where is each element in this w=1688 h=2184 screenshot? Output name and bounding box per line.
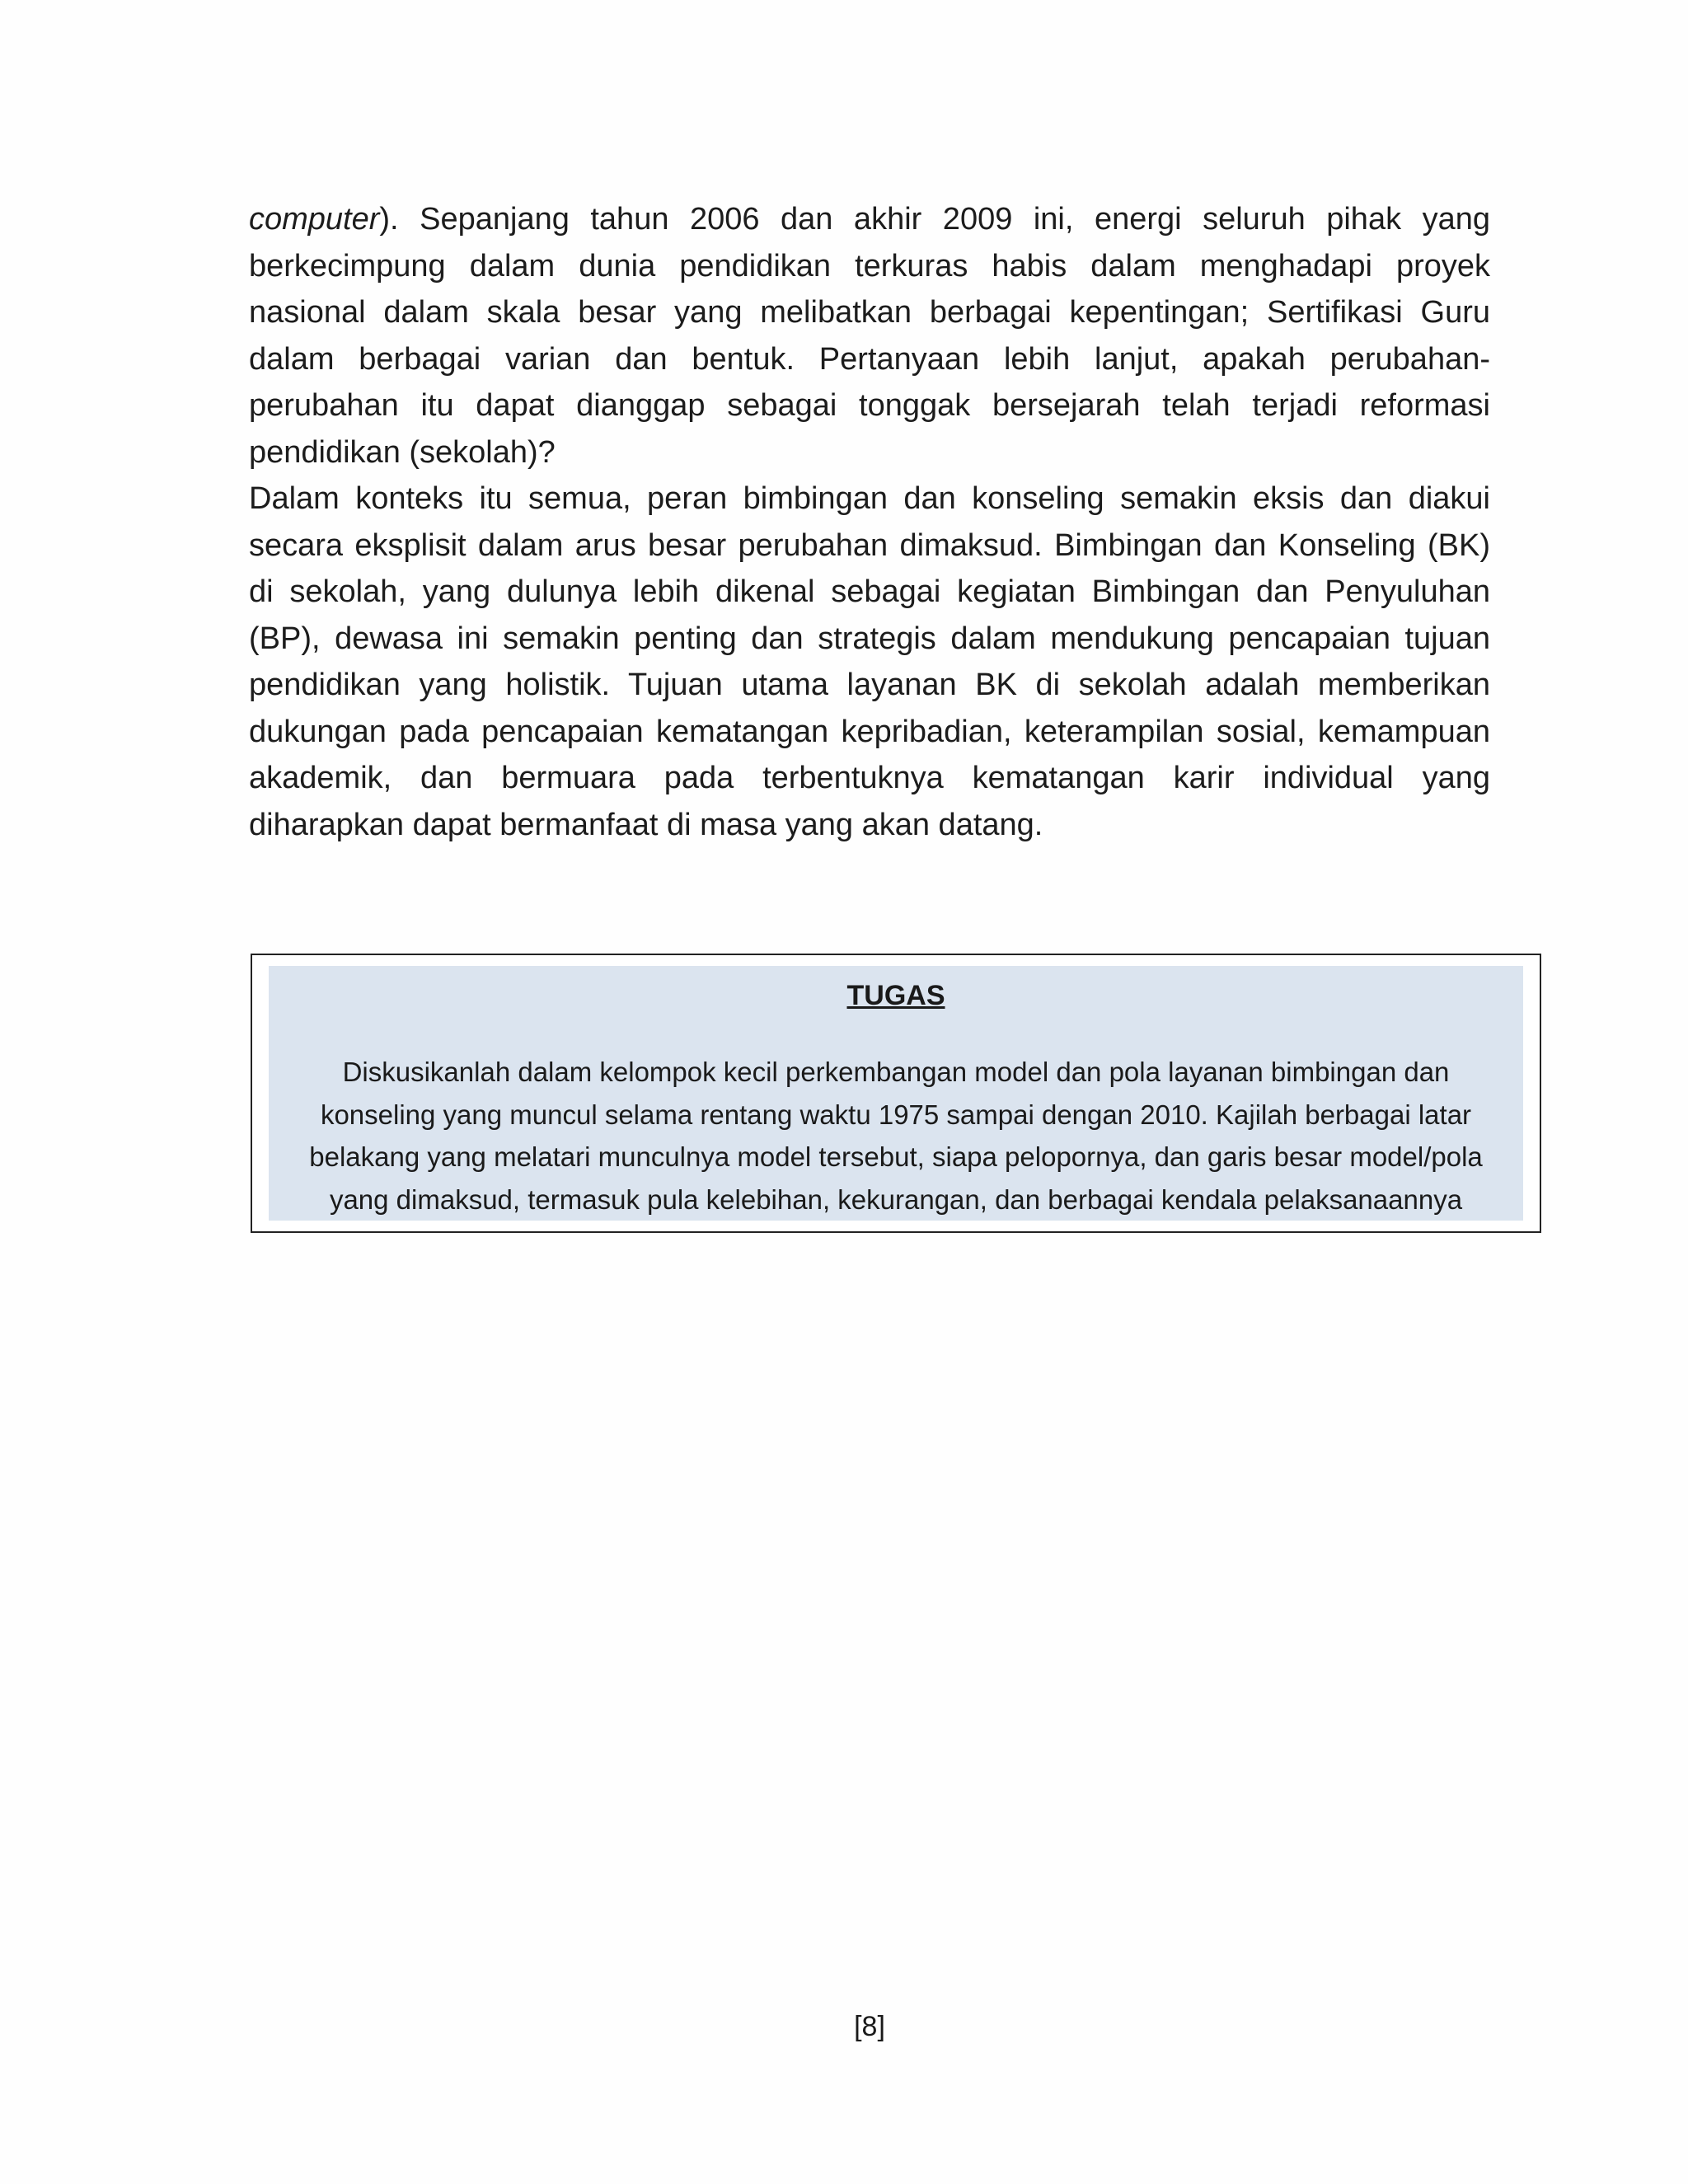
task-description: Diskusikanlah dalam kelompok kecil perkembangan model dan pola layanan bimbingan dan konseling yang muncul selama rentang waktu 1975 sampai dengan 2010. Kajilah berbagai latar belakang yang melatari munculnya model tersebut, siapa pelopornya, dan garis besar model/pola yang dimaksud, termasuk pula kelebihan, kekurangan, dan berbagai kendala pelaksanaannya — [309, 1057, 1483, 1215]
italic-word: computer — [249, 202, 380, 237]
page-number: [8] — [854, 2011, 885, 2042]
task-box-shading — [269, 966, 1523, 1221]
task-title: TUGAS — [846, 980, 945, 1011]
paragraph-1-text: ). Sepanjang tahun 2006 dan akhir 2009 ini, energi seluruh pihak yang berkecimpung dalam dunia pendidikan terkuras habis dalam menghadapi proyek nasional dalam skala besar yang melibatkan berbagai kepentingan; Sertifikasi Guru dalam berbagai varian dan bentuk. Pertanyaan lebih lanjut, apakah perubahan-perubahan itu dapat dianggap sebagai tonggak bersejarah telah terjadi reformasi pendidikan (sekolah)? — [249, 202, 1490, 470]
paragraph-2-text: Dalam konteks itu semua, peran bimbingan dan konseling semakin eksis dan diakui secara eksplisit dalam arus besar perubahan dimaksud. Bimbingan dan Konseling (BK) di sekolah, yang dulunya lebih dikenal sebagai kegiatan Bimbingan dan Penyuluhan (BP), dewasa ini semakin penting dan strategis dalam mendukung pencapaian tujuan pendidikan yang holistik. Tujuan utama layanan BK di sekolah adalah memberikan dukungan pada pencapaian kematangan kepribadian, keterampilan sosial, kemampuan akademik, dan bermuara pada terbentuknya kematangan karir individual yang diharapkan dapat bermanfaat di masa yang akan datang. — [249, 481, 1490, 842]
task-box — [251, 954, 1541, 1233]
body-paragraph-1 — [249, 196, 1490, 476]
body-paragraph-2 — [249, 476, 1490, 848]
